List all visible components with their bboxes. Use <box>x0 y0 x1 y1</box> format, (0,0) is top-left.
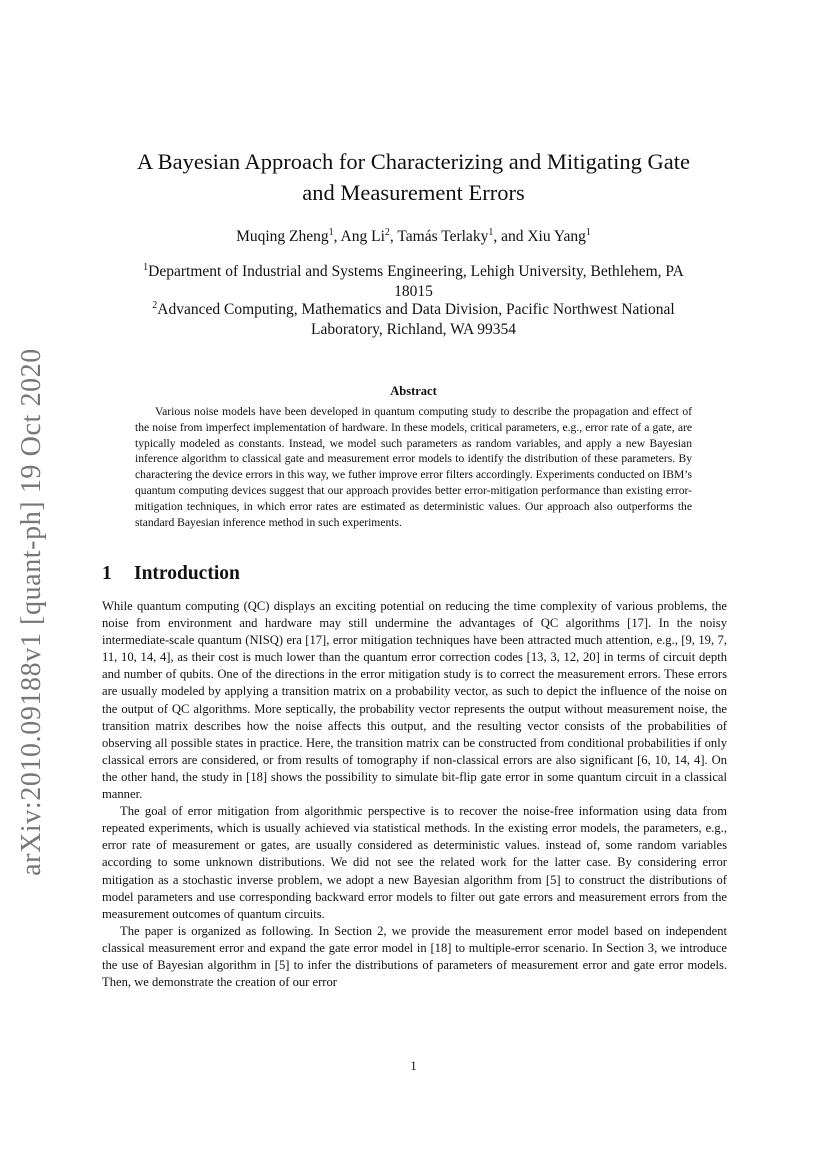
paper-title-line-2: and Measurement Errors <box>302 180 525 205</box>
arxiv-identifier-stamp <box>10 348 54 876</box>
affiliation-mark: 1 <box>143 261 149 273</box>
arxiv-identifier-text: arXiv:2010.09188v1 [quant-ph] 19 Oct 2020 <box>16 348 47 876</box>
author-name: Ang Li <box>340 228 385 245</box>
section-heading <box>102 563 240 585</box>
author-separator: , <box>389 228 398 245</box>
introduction-body <box>102 598 727 991</box>
author-list <box>60 226 767 248</box>
section-number: 1 <box>102 563 112 584</box>
author-affiliation-mark: 1 <box>328 226 334 238</box>
author-name: Muqing Zheng <box>236 228 329 245</box>
abstract-body: Various noise models have been developed in quantum computing study to describe the propagation and effect of the noise from imperfect implementation of hardware. In these models, critical parameters, e.g., error rate of a gate, are typically modeled as constants. Instead, we model such parameters as random variables, and apply a new Bayesian inference algorithm to classical gate and measurement error models to identify the distribution of these parameters. By charactering the device errors in this way, we futher improve error filters accordingly. Experiments conducted on IBM’s quantum computing devices suggest that our approach provides better error-mitigation performance than existing error-mitigation techniques, in which error rates are estimated as deterministic values. Our approach also outperforms the standard Bayesian inference method in such experiments. <box>135 405 692 529</box>
paper-title <box>60 146 767 208</box>
body-paragraph: While quantum computing (QC) displays an exciting potential on reducing the time complexity of various problems, the noise from environment and hardware may still undermine the advantages of QC algorithms [17]. In the noisy intermediate-scale quantum (NISQ) era [17], error mitigation techniques have been attracted much attention, e.g., [9, 19, 7, 11, 10, 14, 4], as their cost is much lower than the quantum error correction codes [13, 3, 12, 20] in terms of circuit depth and number of qubits. One of the directions in the error mitigation study is to correct the measurement errors. These errors are usually modeled by applying a transition matrix on a probability vector, as such to depict the influence of the noise on the output of QC algorithms. More septically, the probability vector represents the output without measurement noise, the transition matrix describes how the noise affects this output, and the resulting vector consists of the probabilities of observing all possible states in practice. Here, the transition matrix can be constructed from conditional probabilities if only classical errors are considered, or from results of tomography if non-classical errors are also significant [6, 10, 14, 4]. On the other hand, the study in [18] shows the possibility to simulate bit-flip gate error in some quantum circuit in a classical manner. <box>102 599 727 802</box>
affiliation-line: Department of Industrial and Systems Engineering, Lehigh University, Bethlehem, PA <box>148 263 684 280</box>
page-number: 1 <box>410 1059 417 1073</box>
author-separator: , <box>333 228 341 245</box>
affiliation-mark: 2 <box>152 299 158 311</box>
affiliation-line: 18015 <box>394 283 433 300</box>
author-separator: , and <box>493 228 528 245</box>
affiliation-1 <box>100 262 727 302</box>
section-title: Introduction <box>134 563 240 584</box>
author-affiliation-mark: 1 <box>585 226 591 238</box>
author-name: Tamás Terlaky <box>397 228 489 245</box>
body-paragraph: The goal of error mitigation from algorithmic perspective is to recover the noise-free information using data from repeated experiments, which is usually achieved via statistical methods. In the existing error models, the parameters, e.g., error rate of measurement or gates, are usually considered as deterministic values. instead of, some random variables according to some unknown distributions. We did not see the related work for the latter case. By considering error mitigation as a stochastic inverse problem, we adopt a new Bayesian algorithm from [5] to construct the distributions of model parameters and use corresponding backward error models to filter out gate errors and measurement errors from the measurement outcomes of quantum circuits. <box>102 804 727 921</box>
body-paragraph: The paper is organized as following. In Section 2, we provide the measurement error model based on independent classical measurement error and expand the gate error model in [18] to multiple-error scenario. In Section 3, we introduce the use of Bayesian algorithm in [5] to infer the distributions of parameters of measurement error and gate error models. Then, we demonstrate the creation of our error <box>102 923 727 990</box>
affiliation-line: Advanced Computing, Mathematics and Data Division, Pacific Northwest National <box>157 301 675 318</box>
abstract-heading: Abstract <box>390 384 437 398</box>
affiliation-2 <box>100 300 727 340</box>
author-affiliation-mark: 2 <box>384 226 390 238</box>
author-affiliation-mark: 1 <box>488 226 494 238</box>
affiliation-line: Laboratory, Richland, WA 99354 <box>311 321 516 338</box>
author-name: Xiu Yang <box>527 228 586 245</box>
paper-title-line-1: A Bayesian Approach for Characterizing and Mitigating Gate <box>137 149 690 174</box>
